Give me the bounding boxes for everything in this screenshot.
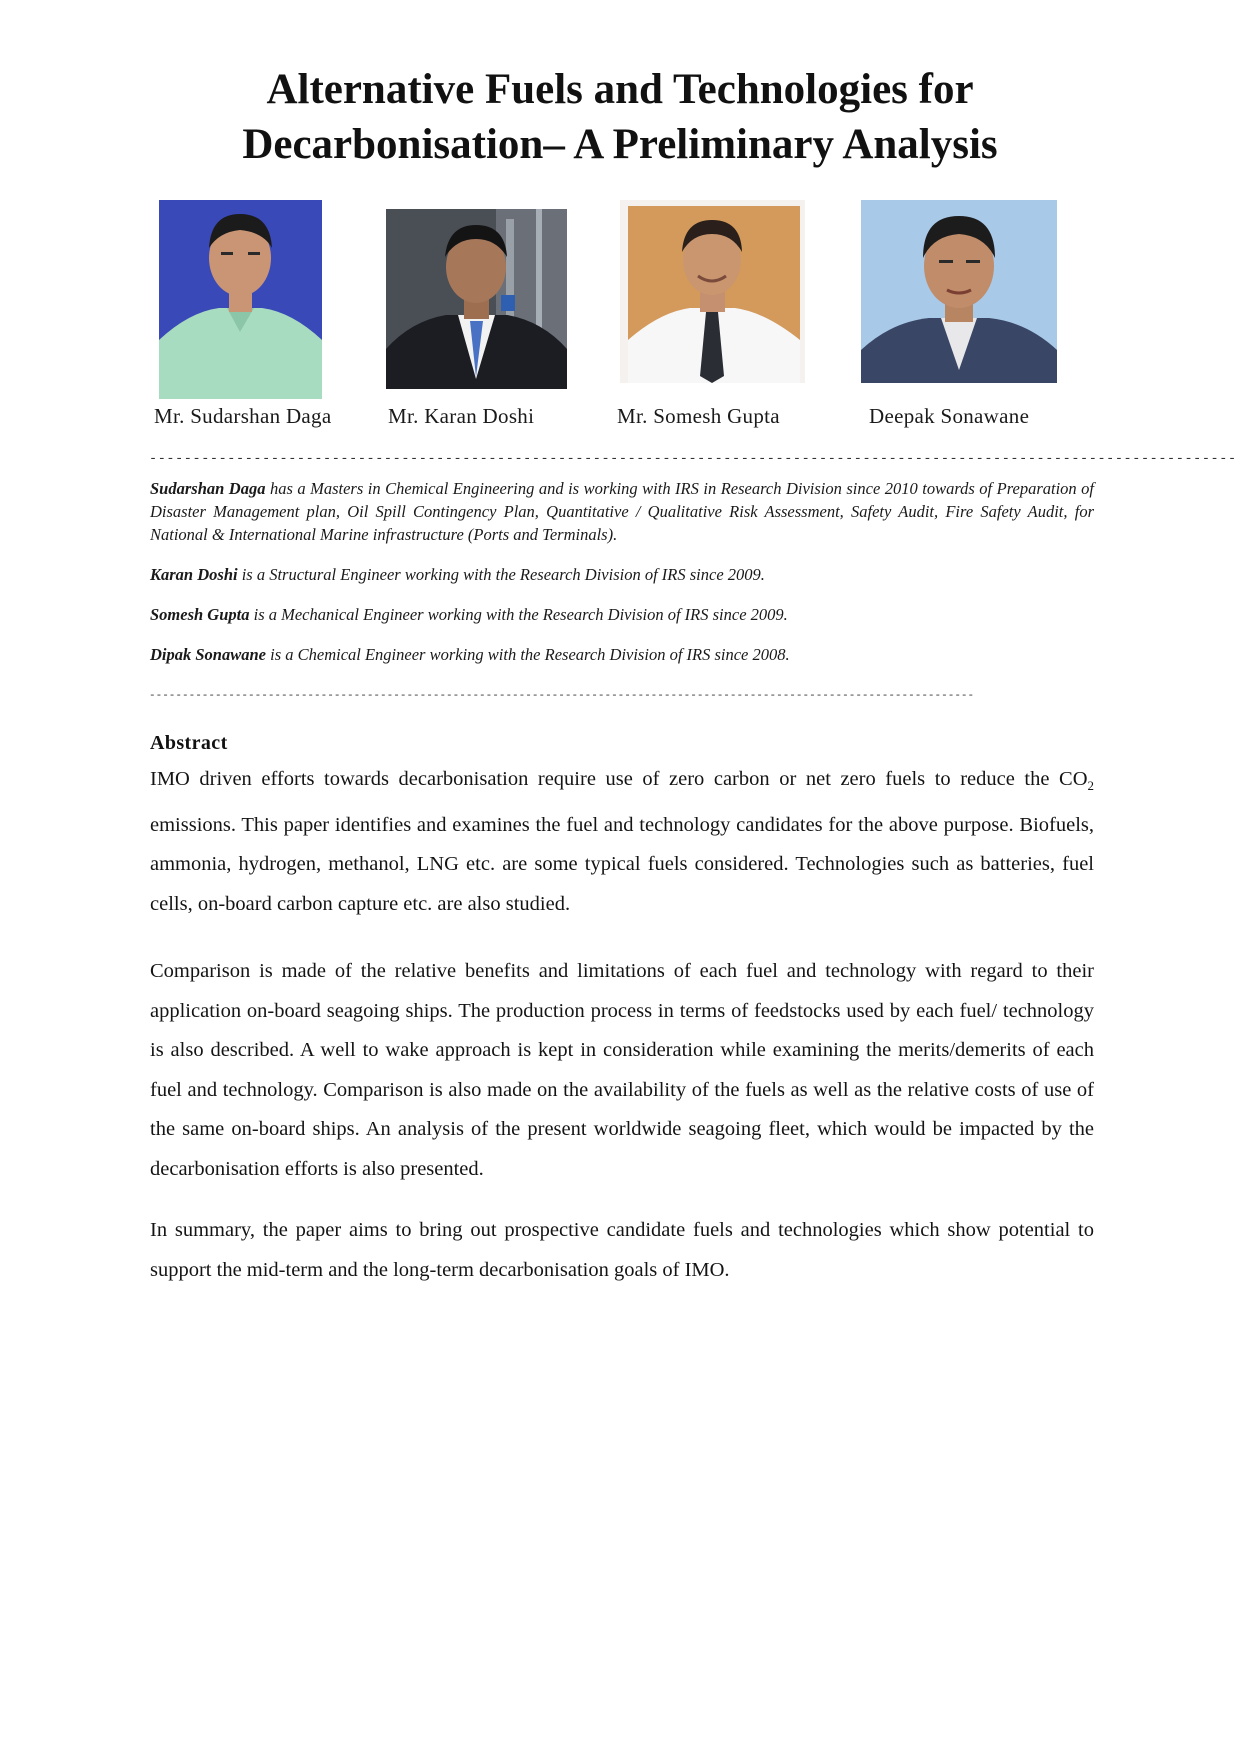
abstract-paragraph-3: In summary, the paper aims to bring out prospective candidate fuels and technologies which show potential to support the mid-term and the long-term decarbonisation goals of IMO. <box>150 1219 1094 1281</box>
author-caption-2: Mr. Karan Doshi <box>388 404 535 428</box>
abstract-heading: Abstract <box>150 732 228 754</box>
author-photo-karan-doshi <box>386 209 567 389</box>
bio-name: Dipak Sonawane <box>150 645 266 664</box>
separator-line-bottom: ----------------------------------------------------------------------------------------------------------------------------- <box>149 690 975 702</box>
bio-name: Somesh Gupta <box>150 605 250 624</box>
bio-somesh-gupta <box>150 603 1094 626</box>
abstract-paragraph-2: Comparison is made of the relative benefits and limitations of each fuel and technology with regard to their application on-board seagoing ships. The production process in terms of feedstocks used by each fuel/ technology is also described. A well to wake approach is kept in consideration while examining the merits/demerits of each fuel and technology. Comparison is also made on the availability of the fuels as well as the relative costs of use of the same on-board ships. An analysis of the present worldwide seagoing fleet, which would be impacted by the decarbonisation efforts is also presented. <box>150 960 1094 1180</box>
author-photo-deepak-sonawane <box>861 200 1057 383</box>
bio-name: Sudarshan Daga <box>150 479 266 498</box>
subscript-2: 2 <box>1087 778 1094 794</box>
bio-text: is a Structural Engineer working with the Research Division of IRS since 2009. <box>237 565 765 584</box>
bio-dipak-sonawane <box>150 643 1094 666</box>
title-line-1: Alternative Fuels and Technologies for <box>266 66 974 113</box>
bio-sudarshan-daga <box>150 477 1094 546</box>
author-caption-1: Mr. Sudarshan Daga <box>154 404 332 428</box>
author-photo-somesh-gupta <box>620 200 805 383</box>
bio-text: is a Chemical Engineer working with the Research Division of IRS since 2008. <box>265 645 790 664</box>
abstract-paragraph-1 <box>150 760 1094 924</box>
abstract-p1-text-a: IMO driven efforts towards decarbonisation require use of zero carbon or net zero fuels to reduce the CO <box>150 768 1088 790</box>
author-photo-sudarshan-daga <box>159 200 322 399</box>
bio-karan-doshi <box>150 563 1094 586</box>
title-line-2: Decarbonisation– A Preliminary Analysis <box>242 121 998 168</box>
bio-name: Karan Doshi <box>150 565 238 584</box>
separator-line-top: ----------------------------------------------------------------------------------------------------------------------------- <box>149 452 1237 467</box>
bio-text: is a Mechanical Engineer working with the Research Division of IRS since 2009. <box>249 605 788 624</box>
abstract-p1-text-b: emissions. This paper identifies and examines the fuel and technology candidates for the above purpose. Biofuels, ammonia, hydrogen, methanol, LNG etc. are some typical fuels considered. Technologies such as batteries, fuel cells, on-board carbon capture etc. are also studied. <box>150 813 1094 915</box>
paper-title <box>0 62 1240 172</box>
author-caption-3: Mr. Somesh Gupta <box>617 404 780 428</box>
author-caption-4: Deepak Sonawane <box>869 404 1030 428</box>
bio-text: has a Masters in Chemical Engineering and is working with IRS in Research Division since 2010 towards of Preparation of Disaster Management plan, Oil Spill Contingency Plan, Quantitative / Qualitative Risk Assessment, Safety Audit, Fire Safety Audit, for National & International Marine infrastructure (Ports and Terminals). <box>150 479 1094 544</box>
